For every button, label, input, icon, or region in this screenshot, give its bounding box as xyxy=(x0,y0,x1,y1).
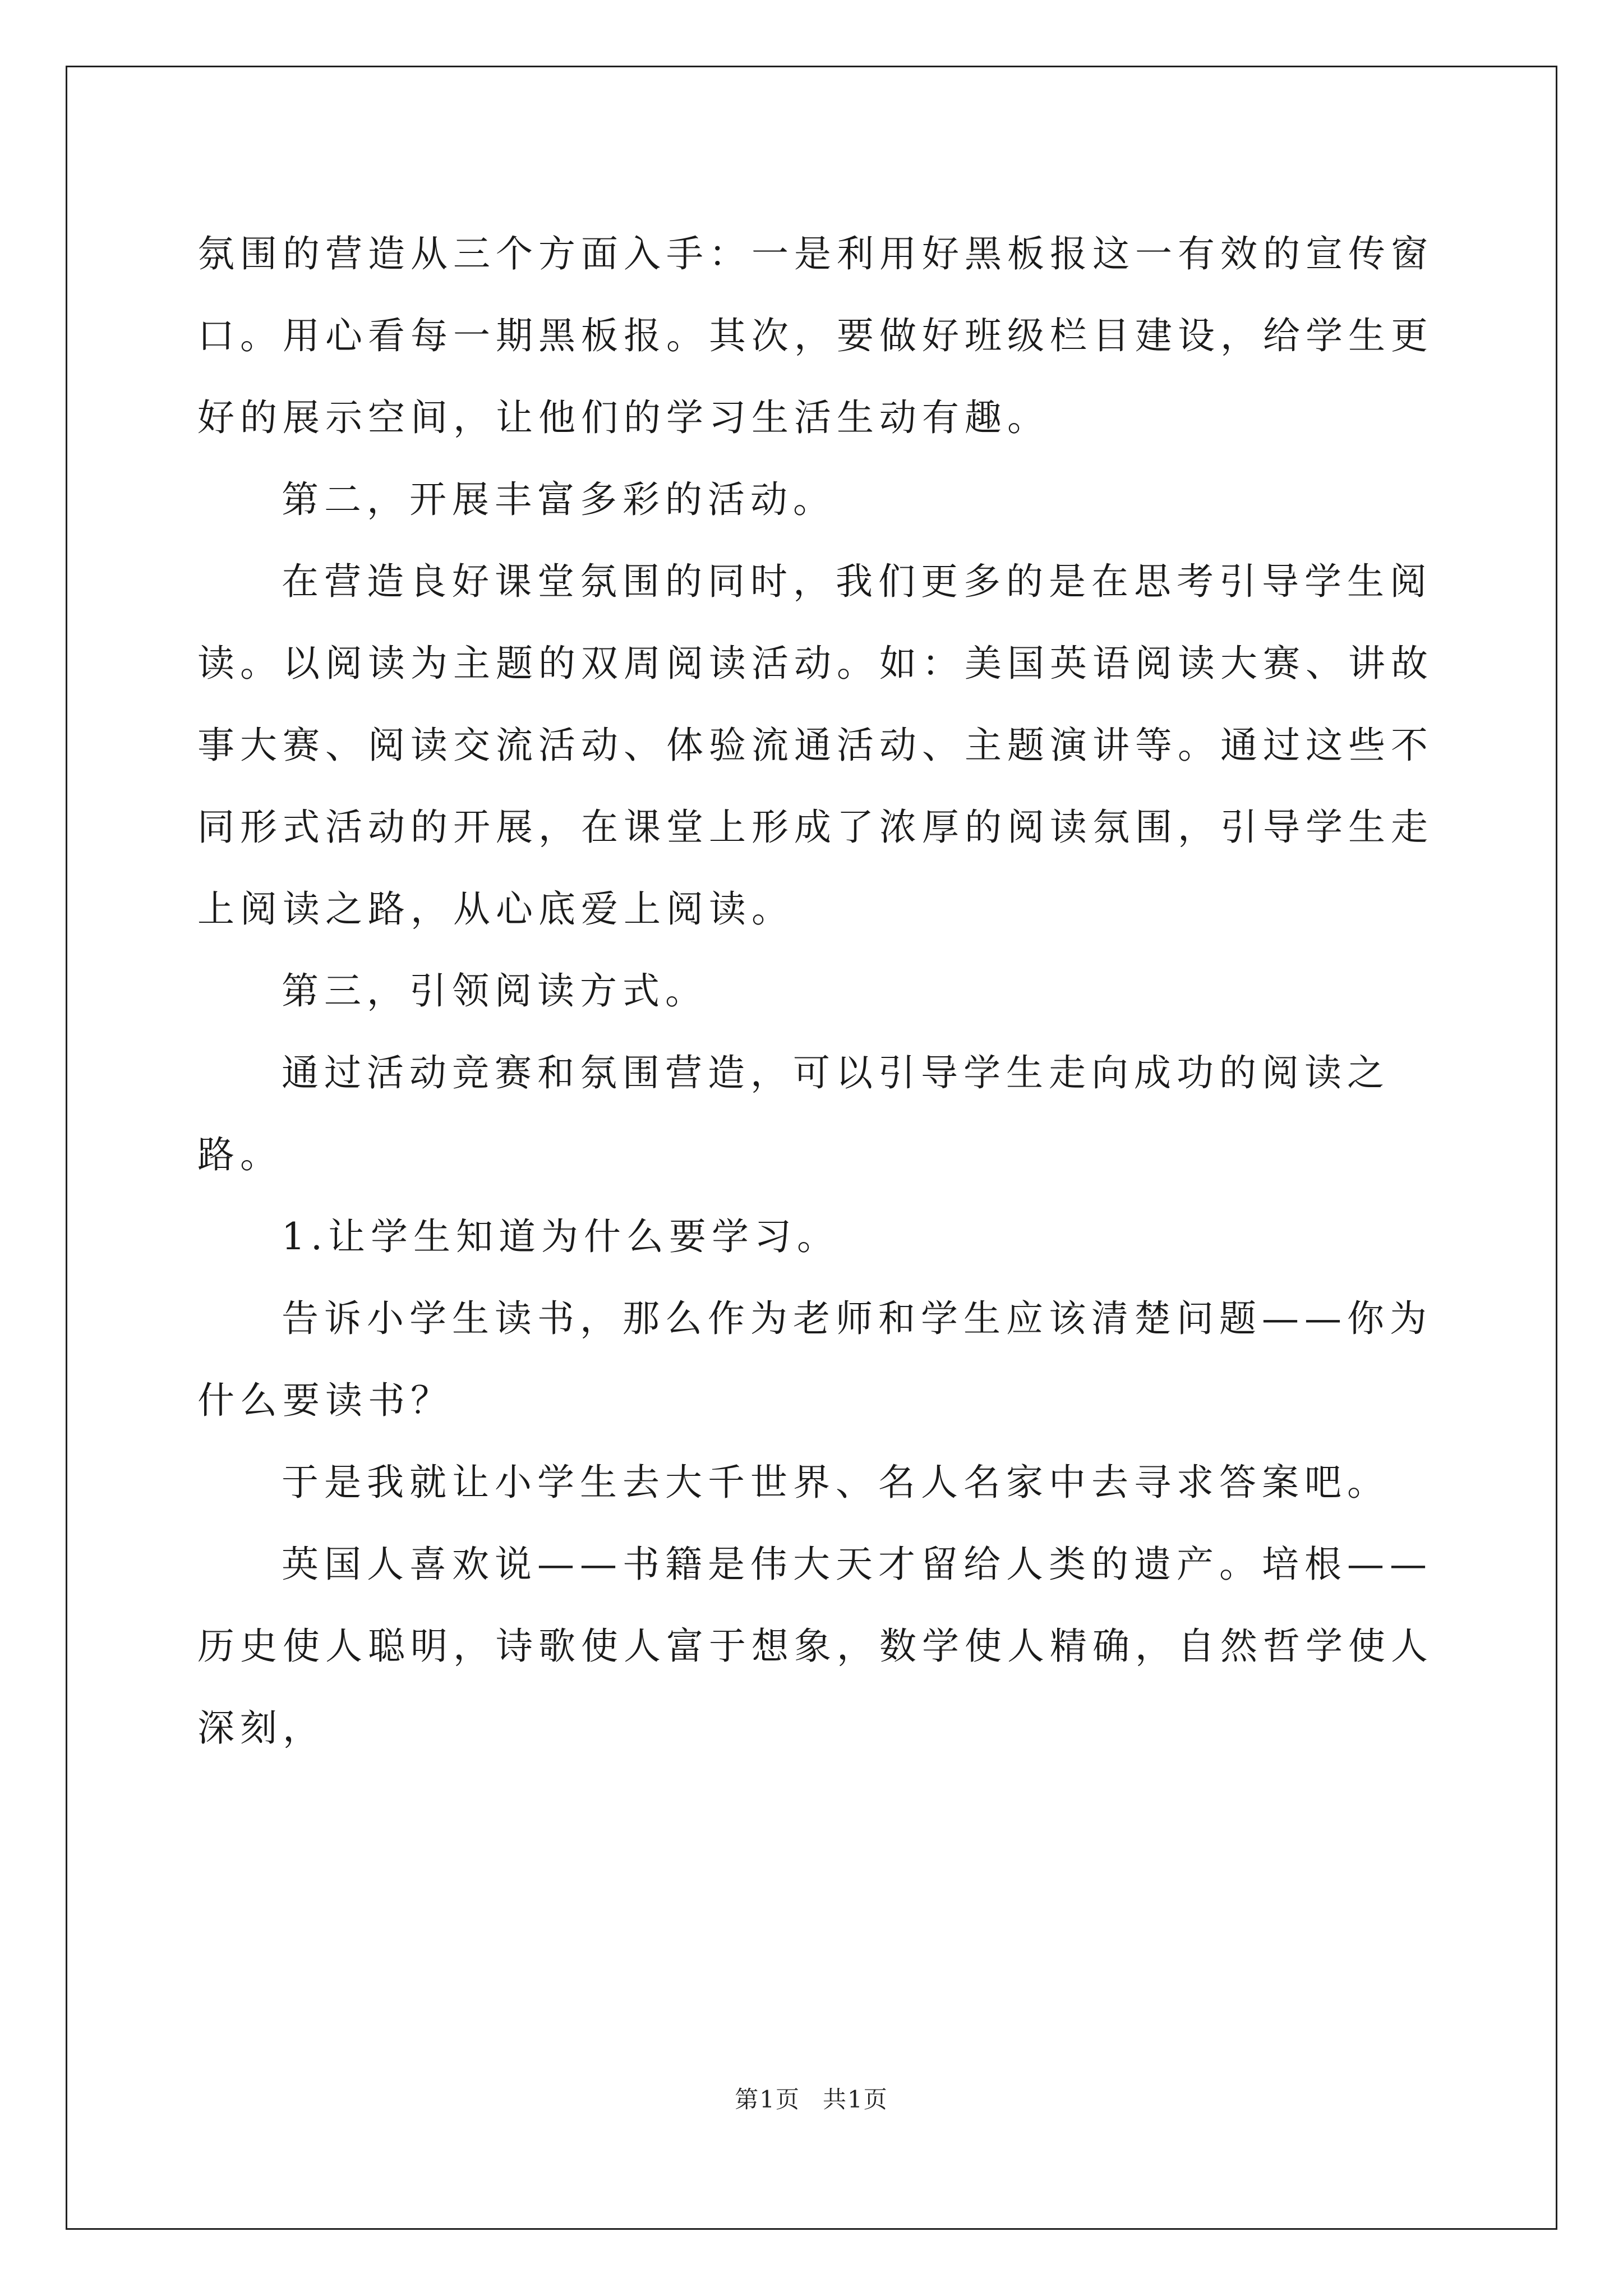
paragraph: 告诉小学生读书，那么作为老师和学生应该清楚问题——你为什么要读书？ xyxy=(197,1297,1432,1422)
page-number-current: 第1页 xyxy=(735,2086,800,2113)
paragraph: 在营造良好课堂氛围的同时，我们更多的是在思考引导学生阅读。以阅读为主题的双周阅读活动。如：美国英语阅读大赛、讲故事大赛、阅读交流活动、体验流通活动、主题演讲等。通过这些不同形式活动的开展，在课堂上形成了浓厚的阅读氛围，引导学生走上阅读之路，从心底爱上阅读。 xyxy=(197,560,1433,931)
paragraph: 英国人喜欢说——书籍是伟大天才留给人类的遗产。培根——历史使人聪明，诗歌使人富于想象，数学使人精确，自然哲学使人深刻， xyxy=(197,1543,1433,1750)
paragraph: 通过活动竞赛和氛围营造，可以引导学生走向成功的阅读之路。 xyxy=(197,1051,1390,1176)
page-footer xyxy=(0,2084,1623,2115)
paragraph: 1.让学生知道为什么要学习。 xyxy=(282,1215,840,1258)
page-number-total: 共1页 xyxy=(823,2086,888,2113)
paragraph: 于是我就让小学生去大千世界、名人名家中去寻求答案吧。 xyxy=(282,1461,1390,1504)
paragraph: 氛围的营造从三个方面入手：一是利用好黑板报这一有效的宣传窗口。用心看每一期黑板报。其次，要做好班级栏目建设，给学生更好的展示空间，让他们的学习生活生动有趣。 xyxy=(197,232,1433,439)
paragraph: 第二，开展丰富多彩的活动。 xyxy=(282,478,836,521)
document-body xyxy=(197,213,1454,1769)
paragraph: 第三，引领阅读方式。 xyxy=(282,969,708,1013)
